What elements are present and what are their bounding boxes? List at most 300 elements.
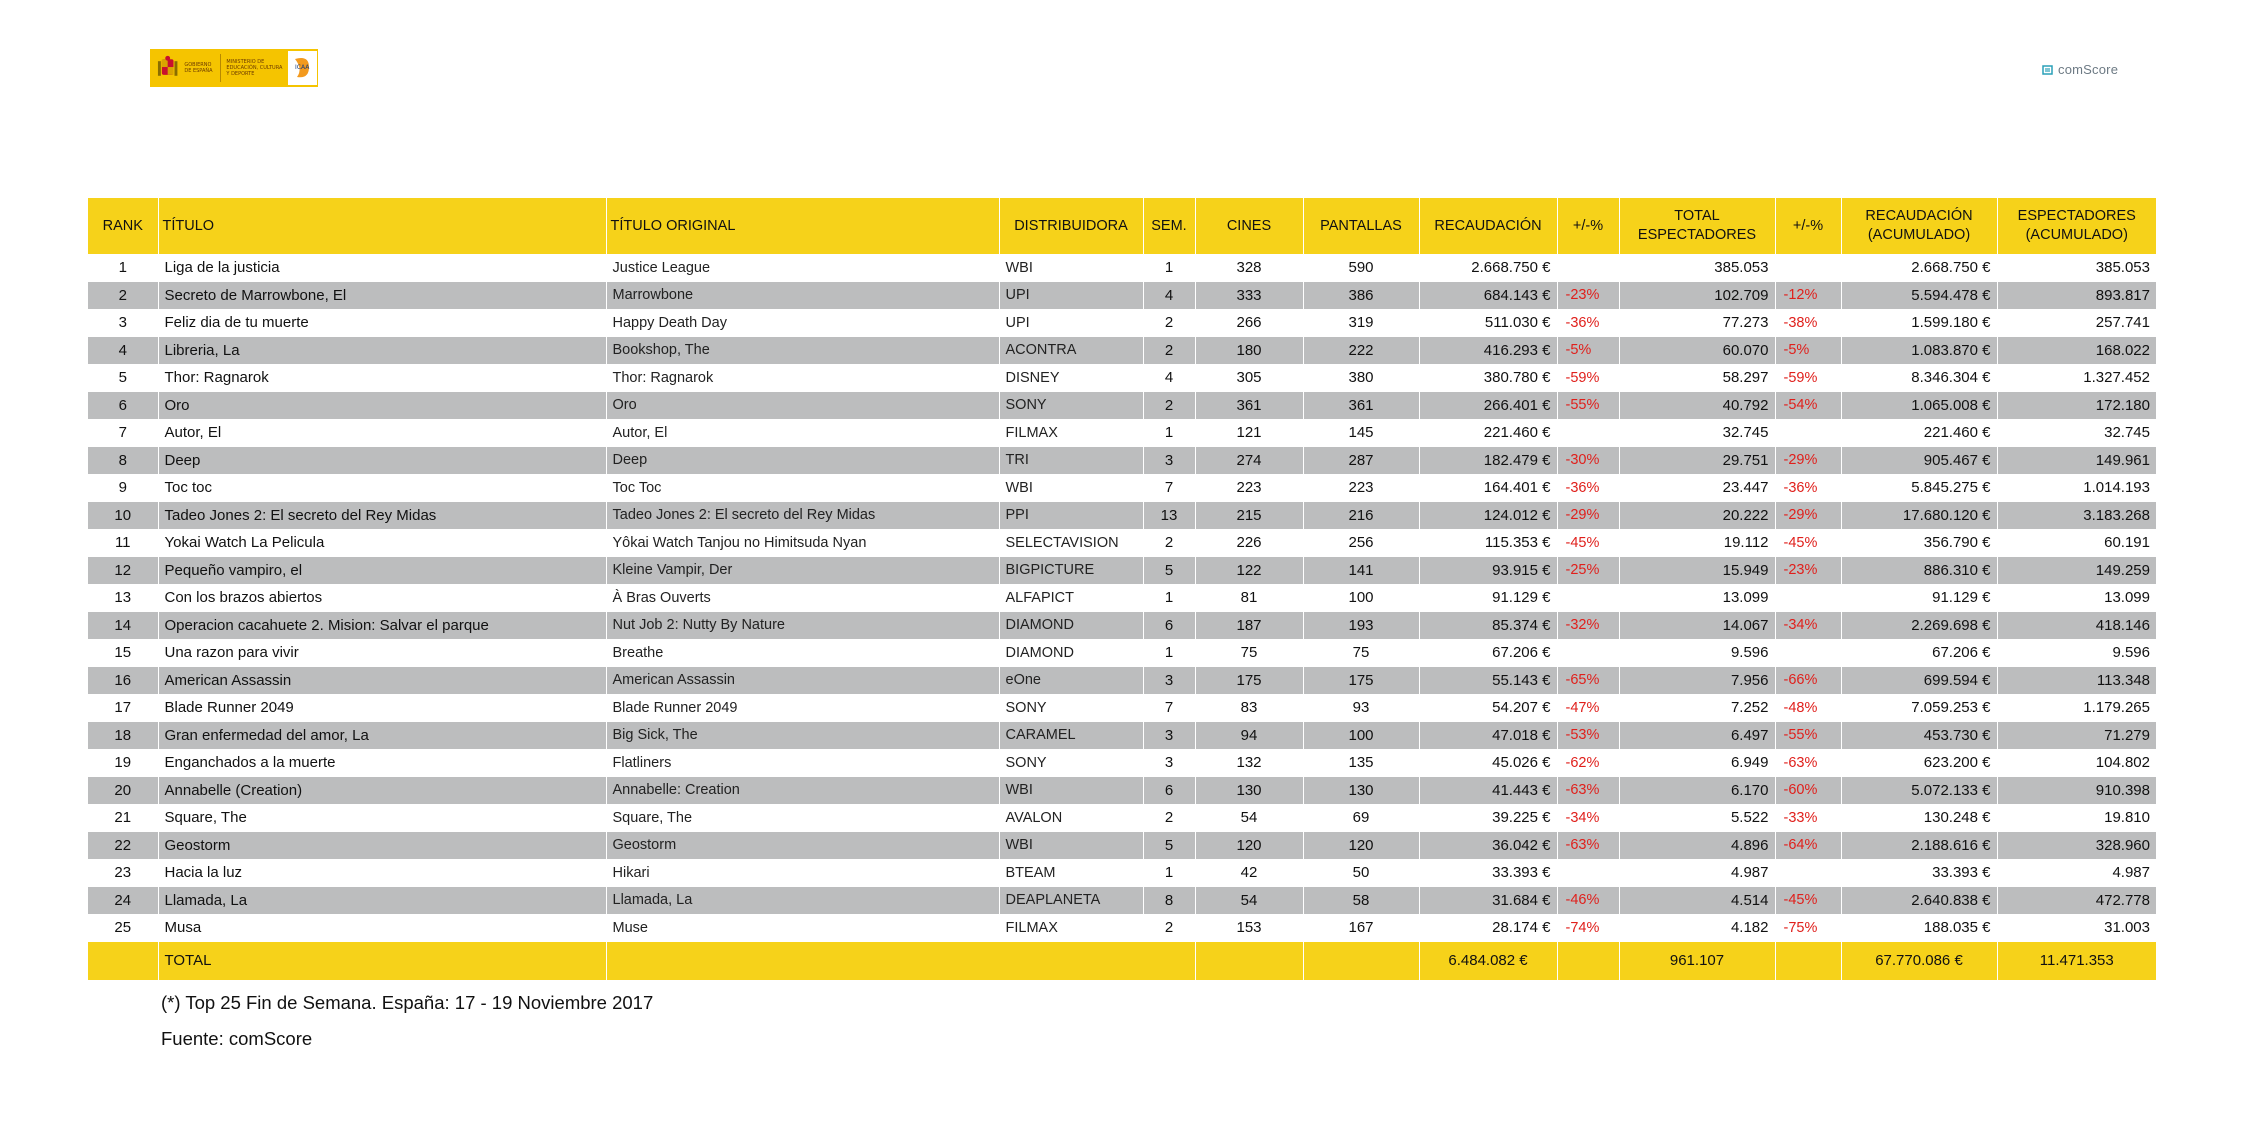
header-titulo-original: TÍTULO ORIGINAL — [606, 198, 999, 254]
totals-espectadores-acumulado: 11.471.353 — [1997, 942, 2156, 980]
title-cell: Thor: Ragnarok — [158, 364, 606, 392]
title-cell: Square, The — [158, 804, 606, 832]
gross-cell: 36.042 € — [1419, 832, 1557, 860]
weeks-cell: 2 — [1143, 804, 1195, 832]
title-cell: Blade Runner 2049 — [158, 694, 606, 722]
title-cell: Operacion cacahuete 2. Mision: Salvar el parque — [158, 612, 606, 640]
table-row — [88, 859, 2156, 887]
spain-coat-of-arms-icon — [156, 55, 179, 81]
cinemas-cell: 305 — [1195, 364, 1303, 392]
gross-change-cell: -34% — [1557, 804, 1619, 832]
cumulative-gross-cell: 67.206 € — [1841, 639, 1997, 667]
distributor-cell: PPI — [999, 502, 1143, 530]
cumulative-admissions-cell: 418.146 — [1997, 612, 2156, 640]
weeks-cell: 8 — [1143, 887, 1195, 915]
original-title-cell: Kleine Vampir, Der — [606, 557, 999, 585]
cumulative-admissions-cell: 472.778 — [1997, 887, 2156, 915]
gross-change-cell — [1557, 419, 1619, 447]
gross-change-cell — [1557, 584, 1619, 612]
header-distribuidora: DISTRIBUIDORA — [999, 198, 1143, 254]
table-row — [88, 337, 2156, 365]
cinemas-cell: 266 — [1195, 309, 1303, 337]
distributor-cell: CARAMEL — [999, 722, 1143, 750]
original-title-cell: Big Sick, The — [606, 722, 999, 750]
header-total-espectadores-line2: ESPECTADORES — [1637, 227, 1757, 243]
original-title-cell: Llamada, La — [606, 887, 999, 915]
cumulative-admissions-cell: 257.741 — [1997, 309, 2156, 337]
gross-change-cell: -45% — [1557, 529, 1619, 557]
cinemas-cell: 274 — [1195, 447, 1303, 475]
table-row — [88, 832, 2156, 860]
cumulative-admissions-cell: 3.183.268 — [1997, 502, 2156, 530]
gross-change-cell: -47% — [1557, 694, 1619, 722]
gross-change-cell: -46% — [1557, 887, 1619, 915]
header-variacion-recaudacion: +/-% — [1557, 198, 1619, 254]
rank-cell: 12 — [88, 557, 158, 585]
rank-cell: 24 — [88, 887, 158, 915]
cinemas-cell: 223 — [1195, 474, 1303, 502]
box-office-table — [88, 198, 2156, 980]
gross-change-cell — [1557, 639, 1619, 667]
weeks-cell: 1 — [1143, 254, 1195, 282]
gross-change-cell: -30% — [1557, 447, 1619, 475]
admissions-change-cell: -55% — [1775, 722, 1841, 750]
screens-cell: 216 — [1303, 502, 1419, 530]
gross-cell: 266.401 € — [1419, 392, 1557, 420]
rank-cell: 5 — [88, 364, 158, 392]
box-office-table-container — [88, 198, 2156, 980]
cumulative-admissions-cell: 31.003 — [1997, 914, 2156, 942]
distributor-cell: SELECTAVISION — [999, 529, 1143, 557]
totals-recaudacion-acumulado: 67.770.086 € — [1841, 942, 1997, 980]
admissions-cell: 4.987 — [1619, 859, 1775, 887]
cumulative-gross-cell: 1.083.870 € — [1841, 337, 1997, 365]
screens-cell: 93 — [1303, 694, 1419, 722]
cumulative-gross-cell: 1.065.008 € — [1841, 392, 1997, 420]
gross-cell: 380.780 € — [1419, 364, 1557, 392]
screens-cell: 193 — [1303, 612, 1419, 640]
admissions-cell: 40.792 — [1619, 392, 1775, 420]
header-total-espectadores — [1619, 198, 1775, 254]
cumulative-admissions-cell: 32.745 — [1997, 419, 2156, 447]
comscore-icon — [2042, 64, 2054, 76]
gross-cell: 67.206 € — [1419, 639, 1557, 667]
table-row — [88, 557, 2156, 585]
source-note: Fuente: comScore — [161, 1028, 313, 1049]
weeks-cell: 4 — [1143, 364, 1195, 392]
admissions-change-cell: -66% — [1775, 667, 1841, 695]
distributor-cell: TRI — [999, 447, 1143, 475]
cumulative-admissions-cell: 385.053 — [1997, 254, 2156, 282]
rank-cell: 3 — [88, 309, 158, 337]
original-title-cell: Geostorm — [606, 832, 999, 860]
weeks-cell: 3 — [1143, 749, 1195, 777]
cumulative-admissions-cell: 910.398 — [1997, 777, 2156, 805]
ministry-label: MINISTERIO DE EDUCACIÓN, CULTURA Y DEPORTE — [226, 59, 283, 77]
cumulative-admissions-cell: 1.014.193 — [1997, 474, 2156, 502]
cumulative-admissions-cell: 71.279 — [1997, 722, 2156, 750]
weeks-cell: 7 — [1143, 474, 1195, 502]
weeks-cell: 2 — [1143, 337, 1195, 365]
cinemas-cell: 42 — [1195, 859, 1303, 887]
distributor-cell: DISNEY — [999, 364, 1143, 392]
weeks-cell: 5 — [1143, 557, 1195, 585]
admissions-change-cell: -5% — [1775, 337, 1841, 365]
cumulative-gross-cell: 5.845.275 € — [1841, 474, 1997, 502]
original-title-cell: Oro — [606, 392, 999, 420]
original-title-cell: Tadeo Jones 2: El secreto del Rey Midas — [606, 502, 999, 530]
cumulative-gross-cell: 1.599.180 € — [1841, 309, 1997, 337]
distributor-cell: DIAMOND — [999, 639, 1143, 667]
header-cines: CINES — [1195, 198, 1303, 254]
rank-cell: 14 — [88, 612, 158, 640]
distributor-cell: AVALON — [999, 804, 1143, 832]
original-title-cell: Toc Toc — [606, 474, 999, 502]
rank-cell: 8 — [88, 447, 158, 475]
gross-change-cell: -25% — [1557, 557, 1619, 585]
header-espectadores-acumulado — [1997, 198, 2156, 254]
header-recaudacion-acumulado — [1841, 198, 1997, 254]
distributor-cell: DEAPLANETA — [999, 887, 1143, 915]
table-row — [88, 502, 2156, 530]
table-row — [88, 667, 2156, 695]
table-row — [88, 364, 2156, 392]
title-cell: Tadeo Jones 2: El secreto del Rey Midas — [158, 502, 606, 530]
table-row — [88, 804, 2156, 832]
screens-cell: 58 — [1303, 887, 1419, 915]
gross-cell: 416.293 € — [1419, 337, 1557, 365]
original-title-cell: Deep — [606, 447, 999, 475]
original-title-cell: American Assassin — [606, 667, 999, 695]
title-cell: Enganchados a la muerte — [158, 749, 606, 777]
gross-cell: 33.393 € — [1419, 859, 1557, 887]
distributor-cell: ALFAPICT — [999, 584, 1143, 612]
gross-change-cell: -29% — [1557, 502, 1619, 530]
distributor-cell: SONY — [999, 392, 1143, 420]
cumulative-admissions-cell: 4.987 — [1997, 859, 2156, 887]
table-row — [88, 639, 2156, 667]
rank-cell: 13 — [88, 584, 158, 612]
screens-cell: 130 — [1303, 777, 1419, 805]
header-recaudacion: RECAUDACIÓN — [1419, 198, 1557, 254]
distributor-cell: UPI — [999, 309, 1143, 337]
original-title-cell: Blade Runner 2049 — [606, 694, 999, 722]
rank-cell: 4 — [88, 337, 158, 365]
rank-cell: 11 — [88, 529, 158, 557]
cumulative-admissions-cell: 19.810 — [1997, 804, 2156, 832]
gross-change-cell: -36% — [1557, 474, 1619, 502]
distributor-cell: eOne — [999, 667, 1143, 695]
admissions-cell: 15.949 — [1619, 557, 1775, 585]
admissions-cell: 7.252 — [1619, 694, 1775, 722]
rank-cell: 9 — [88, 474, 158, 502]
screens-cell: 100 — [1303, 722, 1419, 750]
admissions-change-cell: -54% — [1775, 392, 1841, 420]
distributor-cell: WBI — [999, 832, 1143, 860]
admissions-change-cell: -59% — [1775, 364, 1841, 392]
gross-cell: 54.207 € — [1419, 694, 1557, 722]
admissions-change-cell: -48% — [1775, 694, 1841, 722]
screens-cell: 50 — [1303, 859, 1419, 887]
cinemas-cell: 226 — [1195, 529, 1303, 557]
gross-cell: 91.129 € — [1419, 584, 1557, 612]
cumulative-gross-cell: 5.072.133 € — [1841, 777, 1997, 805]
table-row — [88, 694, 2156, 722]
screens-cell: 319 — [1303, 309, 1419, 337]
title-cell: Annabelle (Creation) — [158, 777, 606, 805]
original-title-cell: Muse — [606, 914, 999, 942]
totals-empty-cell — [1775, 942, 1841, 980]
admissions-cell: 60.070 — [1619, 337, 1775, 365]
government-label: GOBIERNO DE ESPAÑA — [184, 62, 213, 74]
screens-cell: 361 — [1303, 392, 1419, 420]
admissions-cell: 23.447 — [1619, 474, 1775, 502]
weeks-cell: 3 — [1143, 447, 1195, 475]
gross-cell: 93.915 € — [1419, 557, 1557, 585]
gross-cell: 221.460 € — [1419, 419, 1557, 447]
distributor-cell: FILMAX — [999, 419, 1143, 447]
cumulative-admissions-cell: 1.327.452 — [1997, 364, 2156, 392]
weeks-cell: 2 — [1143, 392, 1195, 420]
screens-cell: 223 — [1303, 474, 1419, 502]
gross-cell: 41.443 € — [1419, 777, 1557, 805]
cumulative-admissions-cell: 13.099 — [1997, 584, 2156, 612]
title-cell: Llamada, La — [158, 887, 606, 915]
cinemas-cell: 94 — [1195, 722, 1303, 750]
title-cell: Hacia la luz — [158, 859, 606, 887]
original-title-cell: Bookshop, The — [606, 337, 999, 365]
original-title-cell: Nut Job 2: Nutty By Nature — [606, 612, 999, 640]
gross-change-cell: -53% — [1557, 722, 1619, 750]
admissions-change-cell — [1775, 254, 1841, 282]
weeks-cell: 1 — [1143, 584, 1195, 612]
cumulative-gross-cell: 623.200 € — [1841, 749, 1997, 777]
rank-cell: 15 — [88, 639, 158, 667]
gross-cell: 164.401 € — [1419, 474, 1557, 502]
cinemas-cell: 121 — [1195, 419, 1303, 447]
rank-cell: 23 — [88, 859, 158, 887]
title-cell: Autor, El — [158, 419, 606, 447]
cinemas-cell: 75 — [1195, 639, 1303, 667]
gross-cell: 2.668.750 € — [1419, 254, 1557, 282]
weeks-cell: 3 — [1143, 667, 1195, 695]
admissions-cell: 4.182 — [1619, 914, 1775, 942]
logo-divider — [220, 54, 221, 82]
icaa-logo — [287, 50, 318, 86]
distributor-cell: ACONTRA — [999, 337, 1143, 365]
cumulative-gross-cell: 453.730 € — [1841, 722, 1997, 750]
header-rank: RANK — [88, 198, 158, 254]
title-cell: Gran enfermedad del amor, La — [158, 722, 606, 750]
title-cell: Libreria, La — [158, 337, 606, 365]
rank-cell: 6 — [88, 392, 158, 420]
gross-cell: 124.012 € — [1419, 502, 1557, 530]
rank-cell: 17 — [88, 694, 158, 722]
title-cell: Pequeño vampiro, el — [158, 557, 606, 585]
cumulative-admissions-cell: 149.961 — [1997, 447, 2156, 475]
cinemas-cell: 54 — [1195, 887, 1303, 915]
admissions-change-cell: -45% — [1775, 529, 1841, 557]
cinemas-cell: 132 — [1195, 749, 1303, 777]
header-espectadores-acumulado-line2: (ACUMULADO) — [2025, 227, 2128, 243]
gross-change-cell: -23% — [1557, 282, 1619, 310]
weeks-cell: 6 — [1143, 612, 1195, 640]
totals-label: TOTAL — [158, 942, 606, 980]
gross-change-cell — [1557, 859, 1619, 887]
icaa-icon — [291, 55, 313, 81]
admissions-cell: 9.596 — [1619, 639, 1775, 667]
weeks-cell: 1 — [1143, 859, 1195, 887]
cinemas-cell: 361 — [1195, 392, 1303, 420]
screens-cell: 222 — [1303, 337, 1419, 365]
original-title-cell: Marrowbone — [606, 282, 999, 310]
title-cell: Feliz dia de tu muerte — [158, 309, 606, 337]
table-row — [88, 612, 2156, 640]
weeks-cell: 13 — [1143, 502, 1195, 530]
totals-espectadores: 961.107 — [1619, 942, 1775, 980]
cumulative-admissions-cell: 9.596 — [1997, 639, 2156, 667]
weeks-cell: 2 — [1143, 309, 1195, 337]
cumulative-gross-cell: 188.035 € — [1841, 914, 1997, 942]
rank-cell: 16 — [88, 667, 158, 695]
cinemas-cell: 81 — [1195, 584, 1303, 612]
gross-cell: 45.026 € — [1419, 749, 1557, 777]
admissions-change-cell: -64% — [1775, 832, 1841, 860]
footnote — [161, 992, 653, 1014]
header-titulo: TÍTULO — [158, 198, 606, 254]
admissions-cell: 6.949 — [1619, 749, 1775, 777]
distributor-cell: UPI — [999, 282, 1143, 310]
table-row — [88, 254, 2156, 282]
cinemas-cell: 120 — [1195, 832, 1303, 860]
header-recaudacion-acumulado-line2: (ACUMULADO) — [1867, 227, 1971, 243]
title-cell: Yokai Watch La Pelicula — [158, 529, 606, 557]
admissions-change-cell: -12% — [1775, 282, 1841, 310]
gross-cell: 115.353 € — [1419, 529, 1557, 557]
cumulative-admissions-cell: 149.259 — [1997, 557, 2156, 585]
table-row — [88, 309, 2156, 337]
weeks-cell: 3 — [1143, 722, 1195, 750]
original-title-cell: Breathe — [606, 639, 999, 667]
original-title-cell: Autor, El — [606, 419, 999, 447]
admissions-cell: 4.514 — [1619, 887, 1775, 915]
weeks-cell: 2 — [1143, 529, 1195, 557]
weeks-cell: 6 — [1143, 777, 1195, 805]
gross-change-cell: -32% — [1557, 612, 1619, 640]
table-row — [88, 282, 2156, 310]
cumulative-gross-cell: 8.346.304 € — [1841, 364, 1997, 392]
admissions-cell: 29.751 — [1619, 447, 1775, 475]
totals-recaudacion: 6.484.082 € — [1419, 942, 1557, 980]
gross-change-cell: -62% — [1557, 749, 1619, 777]
distributor-cell: BIGPICTURE — [999, 557, 1143, 585]
gross-cell: 55.143 € — [1419, 667, 1557, 695]
weeks-cell: 7 — [1143, 694, 1195, 722]
totals-empty-cell — [1303, 942, 1419, 980]
screens-cell: 141 — [1303, 557, 1419, 585]
table-header-row — [88, 198, 2156, 254]
footnote-label: (*) Top 25 Fin de Semana. España: — [161, 992, 450, 1013]
admissions-cell: 7.956 — [1619, 667, 1775, 695]
header-recaudacion-acumulado-line1: RECAUDACIÓN — [1865, 208, 1973, 224]
gross-cell: 31.684 € — [1419, 887, 1557, 915]
header-pantallas: PANTALLAS — [1303, 198, 1419, 254]
cumulative-gross-cell: 886.310 € — [1841, 557, 1997, 585]
screens-cell: 167 — [1303, 914, 1419, 942]
cumulative-gross-cell: 5.594.478 € — [1841, 282, 1997, 310]
admissions-cell: 385.053 — [1619, 254, 1775, 282]
cumulative-gross-cell: 2.269.698 € — [1841, 612, 1997, 640]
icaa-badge-text: ICAA — [295, 64, 310, 71]
gross-cell: 182.479 € — [1419, 447, 1557, 475]
weeks-cell: 1 — [1143, 419, 1195, 447]
original-title-cell: Flatliners — [606, 749, 999, 777]
title-cell: Con los brazos abiertos — [158, 584, 606, 612]
admissions-change-cell: -36% — [1775, 474, 1841, 502]
cumulative-admissions-cell: 893.817 — [1997, 282, 2156, 310]
gross-cell: 28.174 € — [1419, 914, 1557, 942]
distributor-cell: BTEAM — [999, 859, 1143, 887]
gross-change-cell: -55% — [1557, 392, 1619, 420]
screens-cell: 145 — [1303, 419, 1419, 447]
title-cell: American Assassin — [158, 667, 606, 695]
cinemas-cell: 130 — [1195, 777, 1303, 805]
admissions-change-cell: -34% — [1775, 612, 1841, 640]
cinemas-cell: 215 — [1195, 502, 1303, 530]
gross-change-cell: -5% — [1557, 337, 1619, 365]
cumulative-admissions-cell: 328.960 — [1997, 832, 2156, 860]
title-cell: Geostorm — [158, 832, 606, 860]
gross-cell: 684.143 € — [1419, 282, 1557, 310]
title-cell: Toc toc — [158, 474, 606, 502]
title-cell: Musa — [158, 914, 606, 942]
admissions-change-cell: -29% — [1775, 502, 1841, 530]
original-title-cell: Yôkai Watch Tanjou no Himitsuda Nyan — [606, 529, 999, 557]
table-row — [88, 777, 2156, 805]
screens-cell: 590 — [1303, 254, 1419, 282]
admissions-change-cell: -45% — [1775, 887, 1841, 915]
admissions-change-cell — [1775, 639, 1841, 667]
admissions-cell: 13.099 — [1619, 584, 1775, 612]
original-title-cell: À Bras Ouverts — [606, 584, 999, 612]
table-body — [88, 254, 2156, 942]
admissions-cell: 6.497 — [1619, 722, 1775, 750]
admissions-change-cell — [1775, 584, 1841, 612]
original-title-cell: Square, The — [606, 804, 999, 832]
cinemas-cell: 180 — [1195, 337, 1303, 365]
admissions-cell: 20.222 — [1619, 502, 1775, 530]
admissions-change-cell: -63% — [1775, 749, 1841, 777]
cumulative-gross-cell: 356.790 € — [1841, 529, 1997, 557]
cumulative-gross-cell: 905.467 € — [1841, 447, 1997, 475]
cinemas-cell: 187 — [1195, 612, 1303, 640]
screens-cell: 69 — [1303, 804, 1419, 832]
totals-row — [88, 942, 2156, 980]
distributor-cell: WBI — [999, 777, 1143, 805]
original-title-cell: Justice League — [606, 254, 999, 282]
admissions-cell: 32.745 — [1619, 419, 1775, 447]
distributor-cell: DIAMOND — [999, 612, 1143, 640]
admissions-cell: 4.896 — [1619, 832, 1775, 860]
gross-cell: 47.018 € — [1419, 722, 1557, 750]
cumulative-gross-cell: 2.640.838 € — [1841, 887, 1997, 915]
cumulative-gross-cell: 7.059.253 € — [1841, 694, 1997, 722]
totals-empty-cell — [1557, 942, 1619, 980]
cumulative-gross-cell: 33.393 € — [1841, 859, 1997, 887]
table-row — [88, 914, 2156, 942]
cumulative-gross-cell: 17.680.120 € — [1841, 502, 1997, 530]
cumulative-gross-cell: 91.129 € — [1841, 584, 1997, 612]
